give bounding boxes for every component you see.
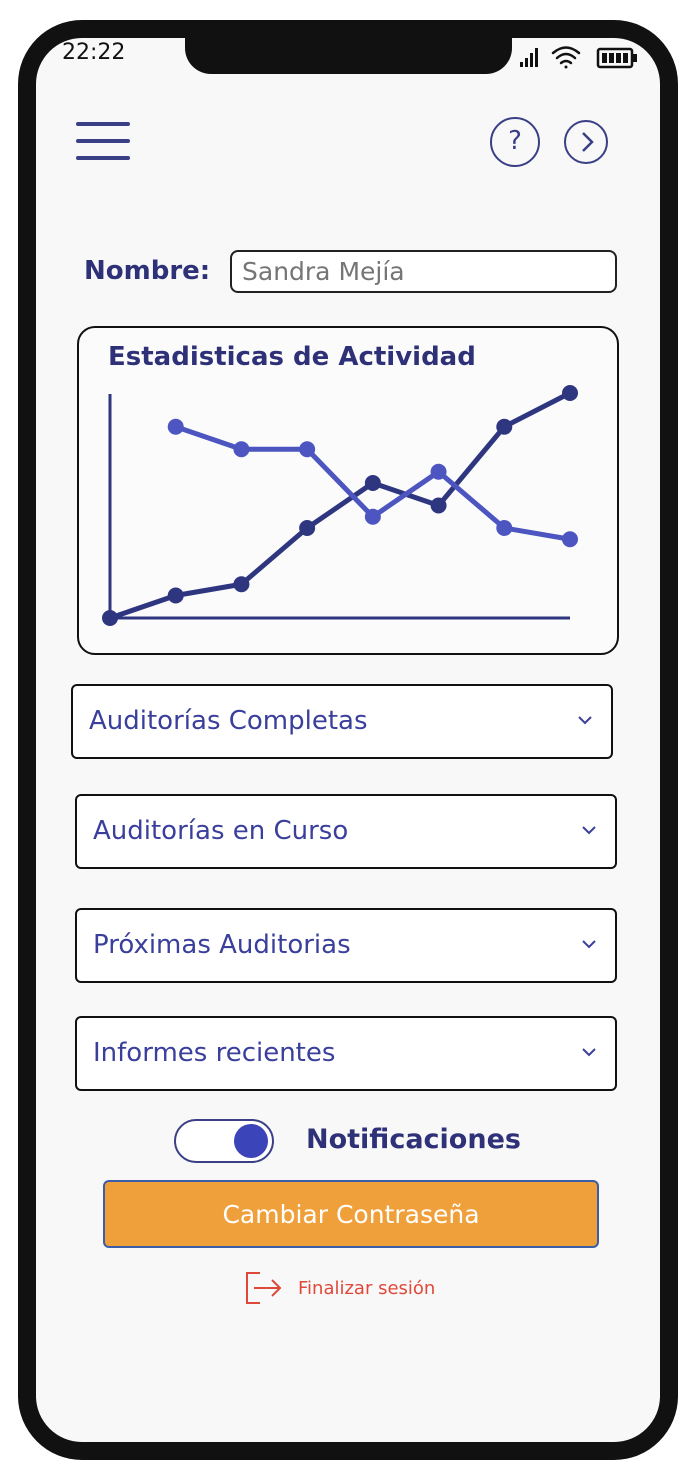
- chevron-down-icon: [575, 710, 595, 730]
- battery-icon: [598, 49, 637, 67]
- wifi-icon: [553, 48, 579, 69]
- question-icon: ?: [508, 126, 522, 156]
- hamburger-menu-icon[interactable]: [76, 122, 132, 164]
- change-password-button[interactable]: Cambiar Contraseña: [103, 1180, 599, 1248]
- chevron-right-icon: [566, 122, 606, 162]
- status-icons: [516, 42, 646, 72]
- name-label: Nombre:: [84, 256, 211, 286]
- dropdown-label: Auditorías en Curso: [93, 816, 349, 846]
- activity-chart-card: [77, 326, 619, 655]
- notifications-label: Notificaciones: [306, 1124, 521, 1155]
- dropdown-label: Próximas Auditorias: [93, 930, 351, 960]
- forward-button[interactable]: [564, 120, 608, 164]
- logout-label: Finalizar sesión: [298, 1278, 436, 1299]
- toggle-knob: [234, 1124, 268, 1158]
- help-button[interactable]: [490, 117, 540, 167]
- chevron-down-icon: [579, 1042, 599, 1062]
- name-input[interactable]: [230, 250, 617, 293]
- notifications-toggle[interactable]: [174, 1119, 274, 1163]
- signal-icon: [520, 48, 538, 67]
- logout-icon: [244, 1270, 284, 1306]
- dropdown-auditorias-en-curso[interactable]: [75, 794, 617, 869]
- chart-title: Estadisticas de Actividad: [108, 342, 476, 372]
- chevron-down-icon: [579, 934, 599, 954]
- chevron-down-icon: [579, 820, 599, 840]
- dropdown-informes-recientes[interactable]: [75, 1016, 617, 1091]
- dropdown-auditorias-completas[interactable]: [71, 684, 613, 759]
- status-time: 22:22: [62, 40, 126, 65]
- dropdown-proximas-auditorias[interactable]: [75, 908, 617, 983]
- notch: [185, 38, 512, 74]
- dropdown-label: Auditorías Completas: [89, 706, 368, 736]
- dropdown-label: Informes recientes: [93, 1038, 336, 1068]
